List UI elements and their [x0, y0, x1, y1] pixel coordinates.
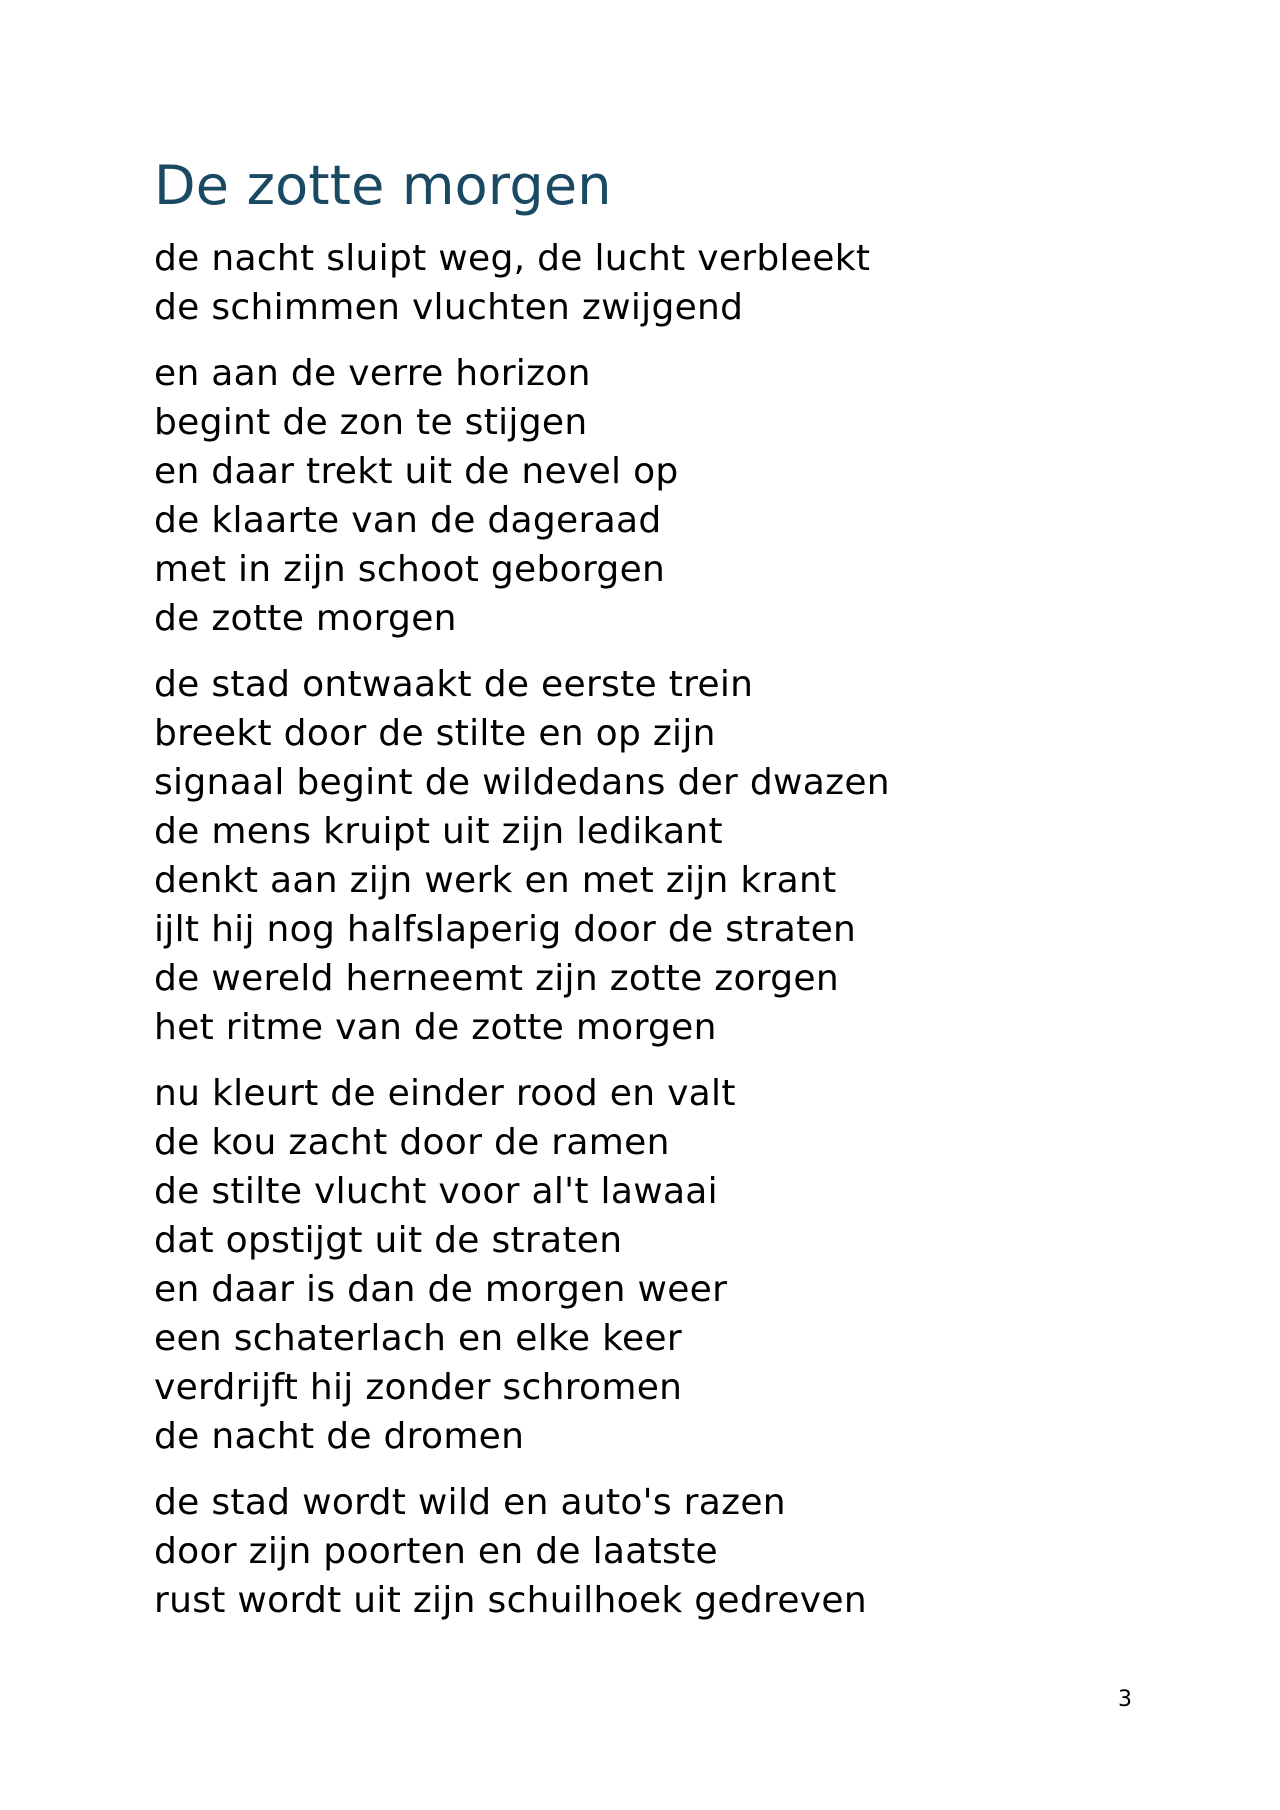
poem-line: de stad wordt wild en auto's razen — [154, 1482, 786, 1523]
poem-line: met in zijn schoot geborgen — [154, 549, 666, 590]
poem-line: de nacht sluipt weg, de lucht verbleekt — [154, 238, 871, 279]
poem-line: breekt door de stilte en op zijn — [154, 713, 716, 754]
poem-line: en aan de verre horizon — [154, 353, 591, 394]
document-page — [154, 0, 1154, 1642]
poem-line: de nacht de dromen — [154, 1416, 525, 1457]
poem-line: en daar trekt uit de nevel op — [154, 451, 679, 492]
poem-line: ijlt hij nog halfslaperig door de straten — [154, 909, 857, 950]
poem-line: signaal begint de wildedans der dwazen — [154, 762, 890, 803]
poem-line: de mens kruipt uit zijn ledikant — [154, 811, 723, 852]
poem-line: rust wordt uit zijn schuilhoek gedreven — [154, 1580, 867, 1621]
page-title: De zotte morgen — [154, 154, 612, 217]
poem-line: de stilte vlucht voor al't lawaai — [154, 1171, 718, 1212]
poem-line: de stad ontwaakt de eerste trein — [154, 664, 754, 705]
stanza — [154, 660, 1154, 1052]
poem-line: een schaterlach en elke keer — [154, 1318, 682, 1359]
poem-line: dat opstijgt uit de straten — [154, 1220, 623, 1261]
poem-body — [154, 234, 1154, 1625]
page-number: 3 — [1118, 1687, 1132, 1712]
poem-line: door zijn poorten en de laatste — [154, 1531, 718, 1572]
poem-line: en daar is dan de morgen weer — [154, 1269, 728, 1310]
poem-line: de wereld herneemt zijn zotte zorgen — [154, 958, 839, 999]
stanza — [154, 1478, 1154, 1625]
poem-line: de zotte morgen — [154, 598, 457, 639]
poem-line: begint de zon te stijgen — [154, 402, 588, 443]
poem-line: denkt aan zijn werk en met zijn krant — [154, 860, 837, 901]
stanza — [154, 349, 1154, 643]
stanza — [154, 1069, 1154, 1461]
poem-line: het ritme van de zotte morgen — [154, 1007, 717, 1048]
poem-line: de kou zacht door de ramen — [154, 1122, 670, 1163]
poem-line: de klaarte van de dageraad — [154, 500, 662, 541]
poem-line: nu kleurt de einder rood en valt — [154, 1073, 736, 1114]
stanza — [154, 234, 1154, 332]
poem-line: de schimmen vluchten zwijgend — [154, 287, 744, 328]
poem-line: verdrijft hij zonder schromen — [154, 1367, 683, 1408]
